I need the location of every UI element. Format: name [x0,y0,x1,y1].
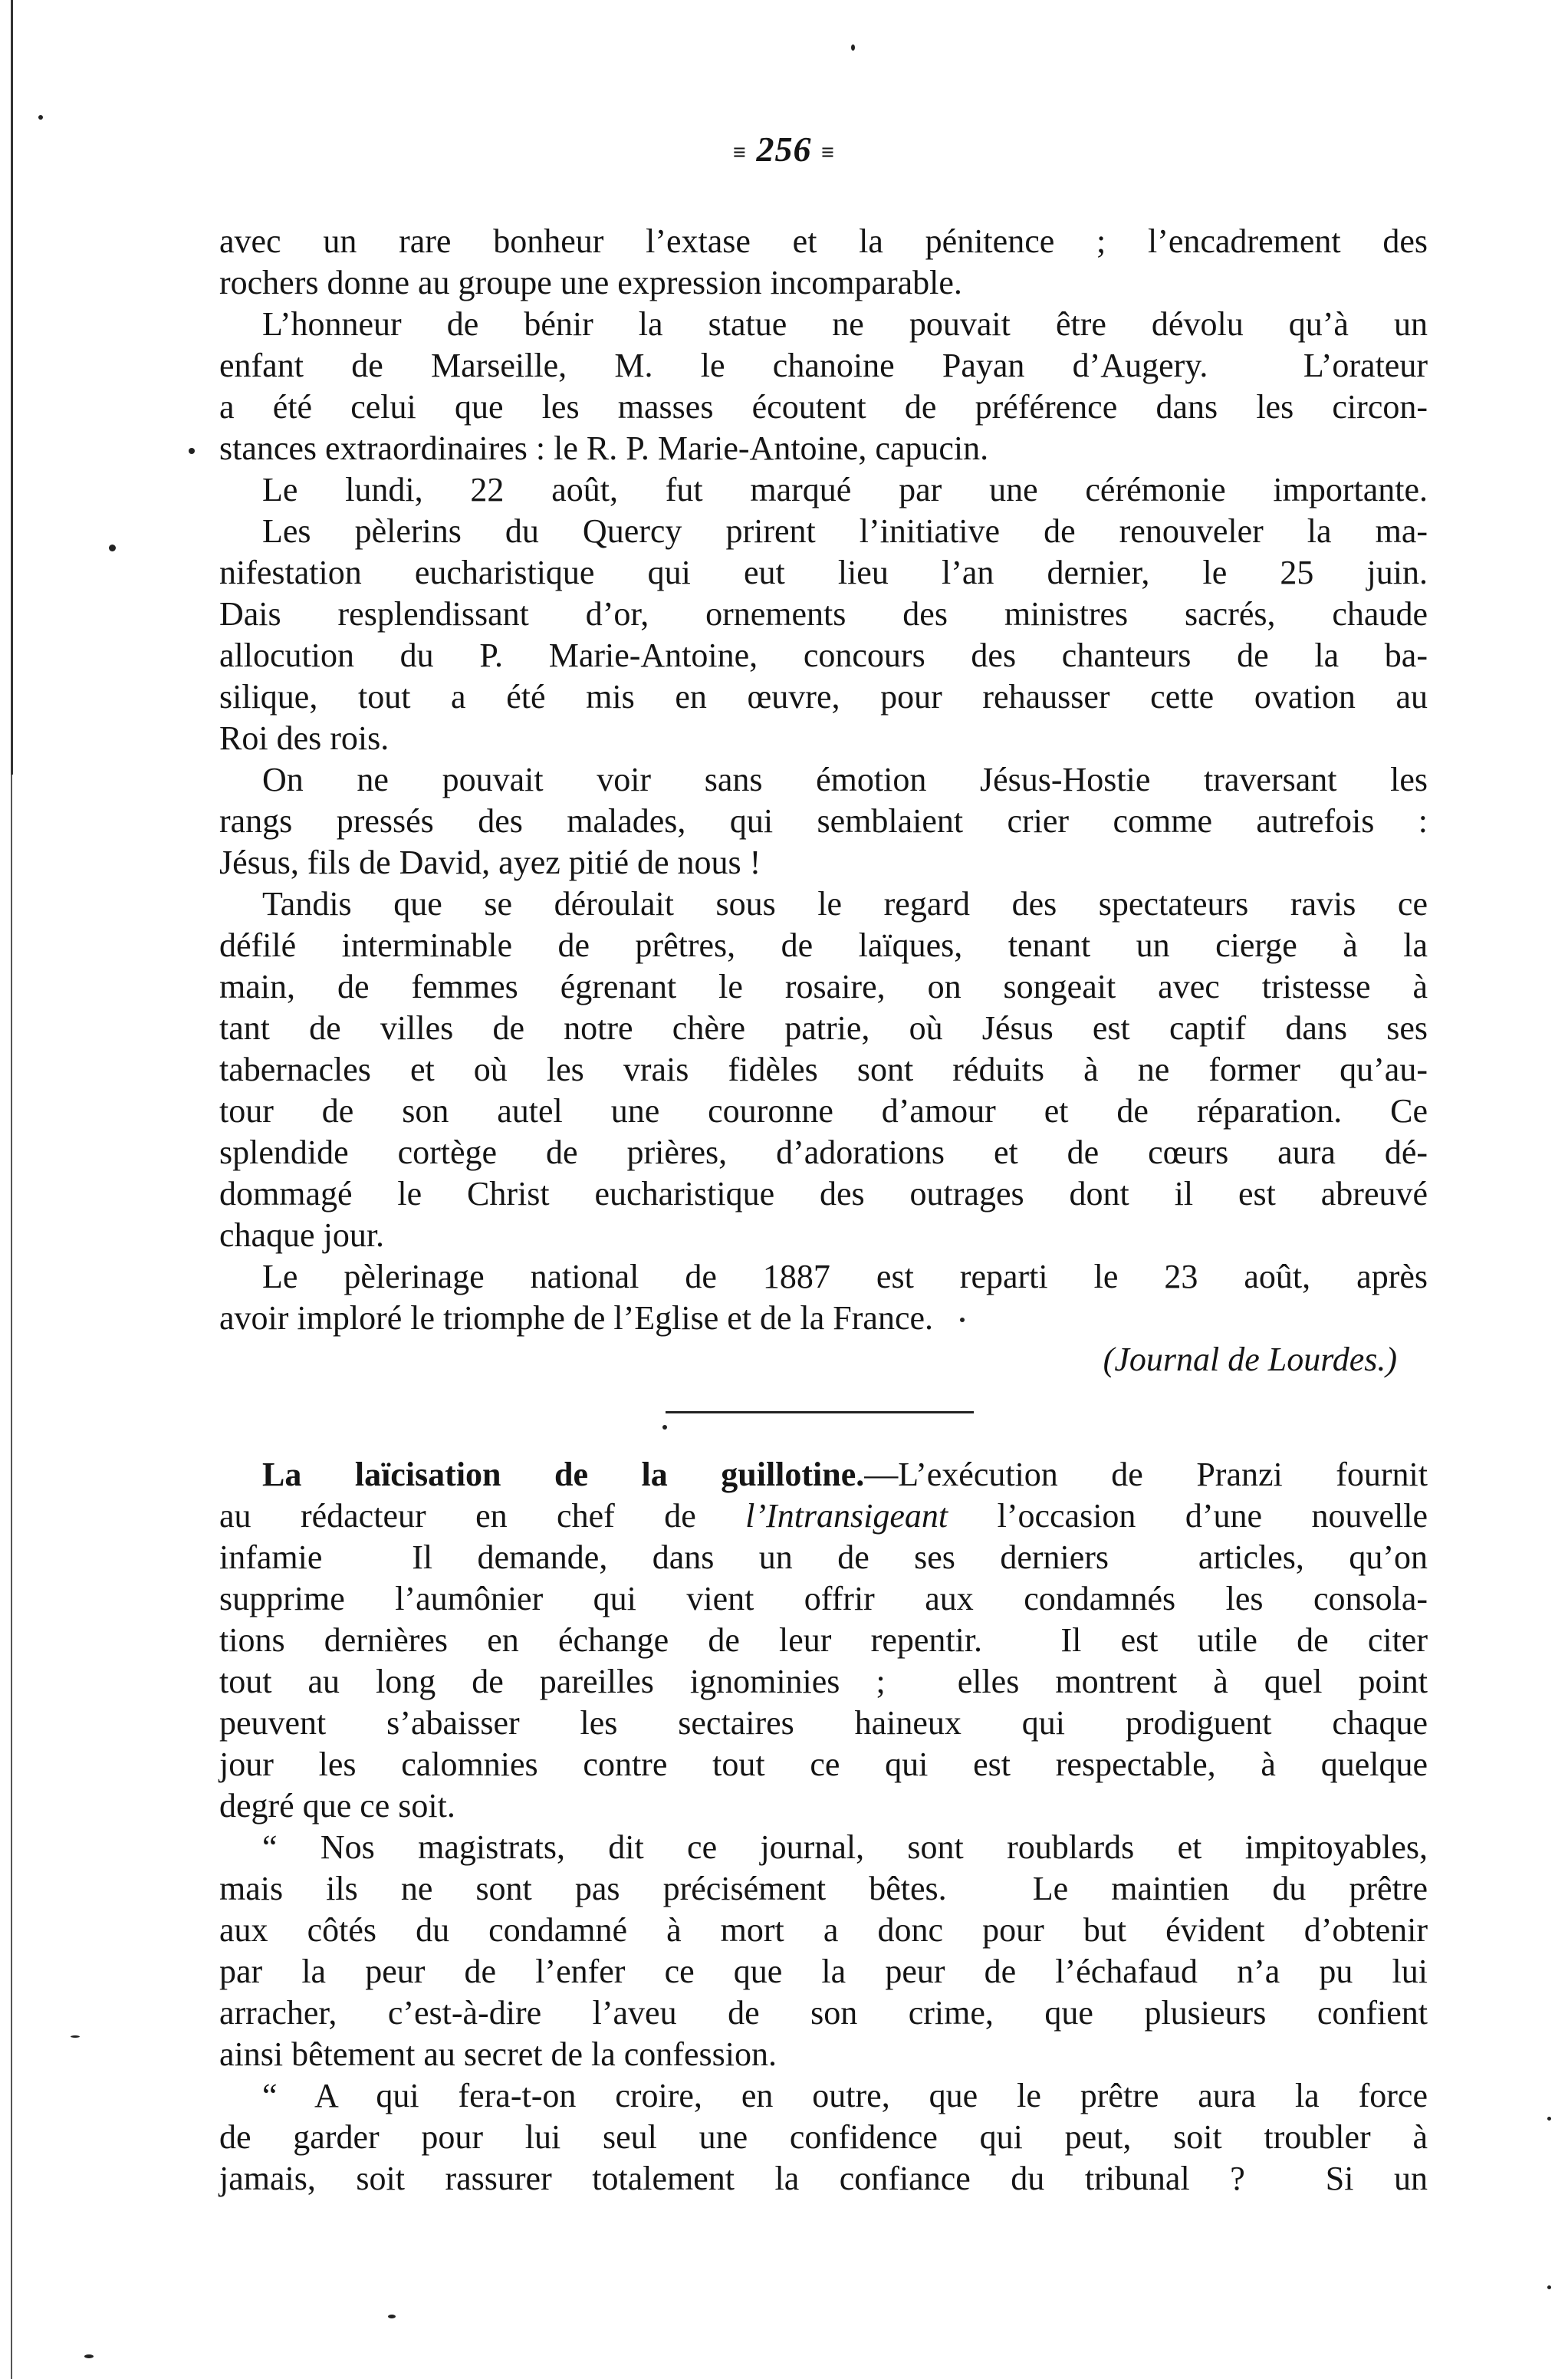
text-line: a été celui que les masses écoutent de préférence dans les circon- [219,388,1428,426]
page-number-ornament-right: ≡ [821,140,836,166]
text-line: Les pèlerins du Quercy prirent l’initiative de renouveler la ma- [262,512,1428,550]
print-speck [189,448,195,454]
text-line: tabernacles et où les vrais fidèles sont réduits à ne former qu’au- [219,1051,1428,1088]
text-line: par la peur de l’enfer ce que la peur de l’échafaud n’a pu lui [219,1953,1428,1990]
text-line: tout au long de pareilles ignominies ; elles montrent à quel point [219,1663,1428,1700]
text-line: dommagé le Christ eucharistique des outrages dont il est abreuvé [219,1175,1428,1213]
page-edge-rule [11,0,13,775]
article-pilgrimage [219,221,1428,1380]
source-citation [219,1339,1428,1380]
text-line: infamie Il demande, dans un de ses derniers articles, qu’on [219,1538,1428,1576]
print-speck [851,44,855,51]
newspaper-title: l’Intransigeant [745,1497,948,1535]
text-segment: au rédacteur en chef de [219,1497,746,1535]
text-line: main, de femmes égrenant le rosaire, on songeait avec tristesse à [219,968,1428,1005]
text-line: peuvent s’abaisser les sectaires haineux qui prodiguent chaque [219,1704,1428,1742]
text-line: stances extraordinaires : le R. P. Marie-Antoine, capucin. [219,429,989,467]
source-citation-text: (Journal de Lourdes.) [1103,1341,1397,1378]
print-speck [71,2035,80,2038]
text-line: avec un rare bonheur l’extase et la pénitence ; l’encadrement des [219,222,1428,260]
text-line: “ Nos magistrats, dit ce journal, sont roublards et impitoyables, [262,1828,1428,1866]
text-line: enfant de Marseille, M. le chanoine Payan d’Augery. L’orateur [219,347,1428,384]
print-speck [38,115,43,120]
text-line: L’honneur de bénir la statue ne pouvait être dévolu qu’à un [262,305,1428,343]
text-line: tant de villes de notre chère patrie, où Jésus est captif dans ses [219,1009,1428,1047]
text-line: Jésus, fils de David, ayez pitié de nous ! [219,844,761,881]
text-line: Le lundi, 22 août, fut marqué par une cérémonie importante. [262,471,1428,508]
text-line: aux côtés du condamné à mort a donc pour but évident d’obtenir [219,1911,1428,1949]
text-line: de garder pour lui seul une confidence qui peut, soit troubler à [219,2118,1428,2156]
text-line: jour les calomnies contre tout ce qui est respectable, à quelque [219,1746,1428,1783]
text-line: jamais, soit rassurer totalement la confiance du tribunal ? Si un [219,2160,1428,2197]
text-line: ainsi bêtement au secret de la confession. [219,2035,777,2073]
text-line: degré que ce soit. [219,1787,455,1825]
article-guillotine [219,1454,1428,2200]
page-edge-rule-lower [11,775,12,2379]
text-line: supprime l’aumônier qui vient offrir aux condamnés les consola- [219,1580,1428,1617]
page-number-ornament-left: ≡ [732,140,747,166]
print-speck [662,1425,667,1430]
text-line: Dais resplendissant d’or, ornements des ministres sacrés, chaude [219,595,1428,633]
text-line: rangs pressés des malades, qui semblaient crier comme autrefois : [219,802,1428,840]
page-number-value: 256 [756,130,812,169]
heading-line-rest: —L’exécution de Pranzi fournit [864,1456,1428,1493]
text-line: On ne pouvait voir sans émotion Jésus-Hostie traversant les [262,761,1428,798]
text-line: rochers donne au groupe une expression incomparable. [219,264,962,301]
text-line: Le pèlerinage national de 1887 est reparti le 23 août, après [262,1258,1428,1295]
text-line [219,1496,1428,1537]
text-line: Tandis que se déroulait sous le regard des spectateurs ravis ce [262,885,1428,923]
text-line: arracher, c’est-à-dire l’aveu de son crime, que plusieurs confient [219,1994,1428,2032]
print-speck [1547,2117,1551,2121]
text-line-heading [219,1454,1428,1496]
text-line: splendide cortège de prières, d’adorations et de cœurs aura dé- [219,1134,1428,1171]
text-line: nifestation eucharistique qui eut lieu l’an dernier, le 25 juin. [219,554,1428,591]
page-number [0,129,1568,169]
print-speck [1547,2285,1551,2289]
print-speck [109,545,116,551]
section-divider [666,1411,974,1413]
text-line: chaque jour. [219,1216,385,1254]
text-line: défilé interminable de prêtres, de laïques, tenant un cierge à la [219,926,1428,964]
text-line: avoir imploré le triomphe de l’Eglise et de la France. [219,1299,934,1337]
text-line: silique, tout a été mis en œuvre, pour rehausser cette ovation au [219,678,1428,716]
text-line: tions dernières en échange de leur repentir. Il est utile de citer [219,1621,1428,1659]
text-line: tour de son autel une couronne d’amour et de réparation. Ce [219,1092,1428,1130]
text-line: mais ils ne sont pas précisément bêtes. Le maintien du prêtre [219,1870,1428,1907]
text-line: “ A qui fera-t-on croire, en outre, que le prêtre aura la force [262,2077,1428,2114]
print-speck [84,2354,94,2358]
text-line: allocution du P. Marie-Antoine, concours des chanteurs de la ba- [219,637,1428,674]
text-line: Roi des rois. [219,719,390,757]
print-speck [388,2315,396,2318]
text-segment: l’occasion d’une nouvelle [948,1497,1428,1535]
section-heading: La laïcisation de la guillotine. [262,1456,865,1493]
